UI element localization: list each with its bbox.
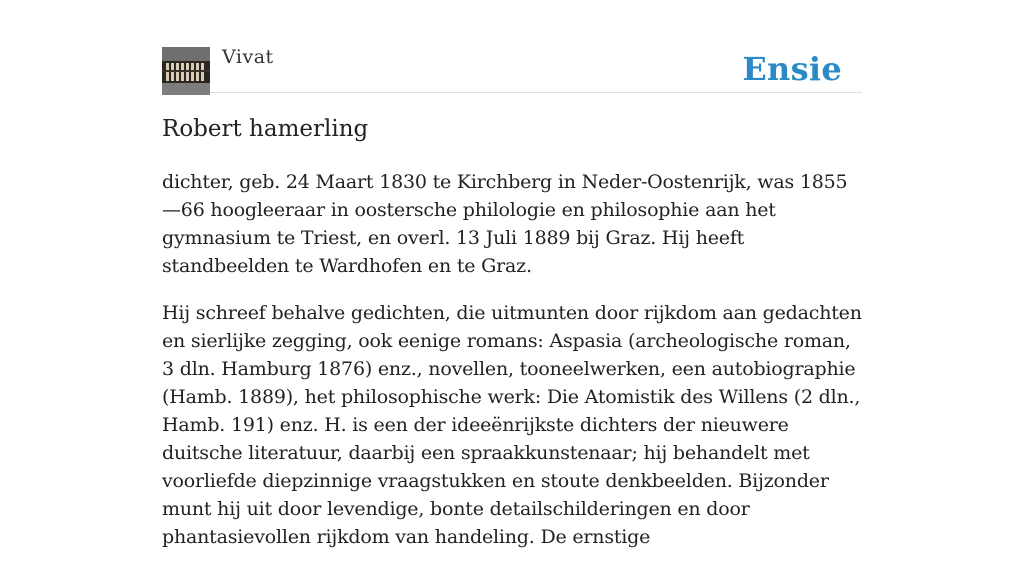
author-name[interactable]: Vivat bbox=[222, 46, 274, 68]
site-logo[interactable]: Ensie bbox=[742, 50, 842, 88]
article-paragraph: dichter, geb. 24 Maart 1830 te Kirchberg in Neder-Oostenrijk, was 1855—66 hoogleeraar in oostersche philologie en philosophie aan het gymnasium te Triest, en overl. 13 Juli 1889 bij Graz. Hij heeft standbeelden te Wardhofen en te Graz. bbox=[162, 171, 848, 277]
page-header bbox=[162, 46, 862, 93]
bookshelf-avatar-icon bbox=[162, 47, 210, 95]
article-paragraph: Hij schreef behalve gedichten, die uitmunten door rijkdom aan gedachten en sierlijke zegging, ook eenige romans: Aspasia (archeologische roman, 3 dln. Hamburg 1876) enz., novellen, tooneelwerken, een autobiographie (Hamb. 1889), het philosophische werk: Die Atomistik des Willens (2 dln., Hamb. 191) enz. H. is een der ideeënrijkste dichters der nieuwere duitsche literatuur, daarbij een spraakkunstenaar; hij behandelt met voorliefde diepzinnige vraagstukken en stoute denkbeelden. Bijzonder munt hij uit door levendige, bonte detailschilderingen en door phantasievollen rijkdom van handeling. De ernstige bbox=[162, 302, 862, 548]
article-body bbox=[162, 168, 862, 570]
author-avatar[interactable] bbox=[162, 47, 210, 95]
article-title: Robert hamerling bbox=[162, 116, 369, 142]
